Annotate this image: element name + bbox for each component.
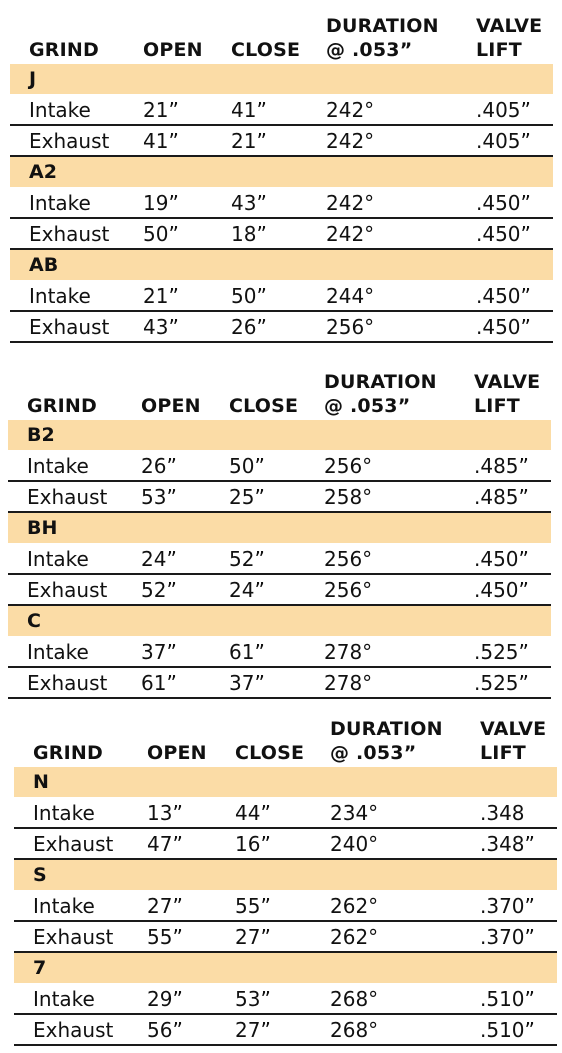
grind-band: N bbox=[14, 767, 557, 797]
row-label: Intake bbox=[33, 894, 95, 918]
row-open: 37” bbox=[141, 640, 177, 664]
row-close: 21” bbox=[231, 129, 267, 153]
row-open: 21” bbox=[143, 284, 179, 308]
table-row bbox=[10, 219, 553, 250]
header-duration-checkpoint: @ .053” bbox=[326, 39, 413, 61]
row-open: 13” bbox=[147, 801, 183, 825]
row-close: 27” bbox=[235, 1018, 271, 1042]
header-open: OPEN bbox=[147, 742, 207, 764]
header-lift: LIFT bbox=[480, 742, 526, 764]
row-duration: 278° bbox=[324, 671, 373, 695]
cam-spec-table bbox=[8, 368, 551, 698]
cam-spec-table bbox=[14, 715, 557, 1045]
row-lift: .405” bbox=[476, 129, 531, 153]
row-open: 26” bbox=[141, 454, 177, 478]
row-open: 43” bbox=[143, 315, 179, 339]
row-lift: .525” bbox=[474, 671, 529, 695]
row-duration: 256° bbox=[326, 315, 375, 339]
row-lift: .348 bbox=[480, 801, 525, 825]
row-duration: 242° bbox=[326, 98, 375, 122]
row-label: Exhaust bbox=[33, 1018, 114, 1042]
grind-band: A2 bbox=[10, 157, 553, 187]
header-close: CLOSE bbox=[235, 742, 305, 764]
row-duration: 234° bbox=[330, 801, 379, 825]
row-close: 27” bbox=[235, 925, 271, 949]
row-lift: .405” bbox=[476, 98, 531, 122]
row-open: 61” bbox=[141, 671, 177, 695]
table-row bbox=[14, 984, 557, 1015]
row-lift: .510” bbox=[480, 987, 535, 1011]
row-label: Intake bbox=[33, 987, 95, 1011]
table-row bbox=[8, 451, 551, 482]
row-duration: 256° bbox=[324, 547, 373, 571]
row-close: 18” bbox=[231, 222, 267, 246]
header-duration: DURATION bbox=[330, 718, 443, 740]
row-duration: 240° bbox=[330, 832, 379, 856]
row-lift: .450” bbox=[474, 547, 529, 571]
row-open: 19” bbox=[143, 191, 179, 215]
row-lift: .525” bbox=[474, 640, 529, 664]
header-grind: GRIND bbox=[29, 39, 99, 61]
table-row bbox=[14, 1015, 557, 1046]
row-label: Intake bbox=[27, 454, 89, 478]
row-close: 43” bbox=[231, 191, 267, 215]
row-lift: .450” bbox=[474, 578, 529, 602]
row-open: 50” bbox=[143, 222, 179, 246]
row-duration: 256° bbox=[324, 454, 373, 478]
row-open: 53” bbox=[141, 485, 177, 509]
table-header bbox=[10, 12, 553, 62]
row-duration: 242° bbox=[326, 222, 375, 246]
row-open: 47” bbox=[147, 832, 183, 856]
header-duration: DURATION bbox=[326, 15, 439, 37]
row-close: 26” bbox=[231, 315, 267, 339]
grind-band: B2 bbox=[8, 420, 551, 450]
table-row bbox=[8, 544, 551, 575]
table-row bbox=[10, 95, 553, 126]
row-open: 56” bbox=[147, 1018, 183, 1042]
row-label: Exhaust bbox=[29, 222, 110, 246]
row-duration: 242° bbox=[326, 191, 375, 215]
row-open: 21” bbox=[143, 98, 179, 122]
row-open: 41” bbox=[143, 129, 179, 153]
row-duration: 256° bbox=[324, 578, 373, 602]
row-open: 27” bbox=[147, 894, 183, 918]
header-grind: GRIND bbox=[27, 395, 97, 417]
row-close: 52” bbox=[229, 547, 265, 571]
grind-band: S bbox=[14, 860, 557, 890]
row-label: Exhaust bbox=[27, 578, 108, 602]
grind-band: BH bbox=[8, 513, 551, 543]
table-row bbox=[10, 188, 553, 219]
header-lift: LIFT bbox=[476, 39, 522, 61]
row-open: 55” bbox=[147, 925, 183, 949]
row-label: Exhaust bbox=[27, 485, 108, 509]
row-lift: .485” bbox=[474, 454, 529, 478]
row-close: 16” bbox=[235, 832, 271, 856]
table-row bbox=[10, 126, 553, 157]
table-row bbox=[8, 482, 551, 513]
grind-band: J bbox=[10, 64, 553, 94]
header-valve: VALVE bbox=[476, 15, 543, 37]
table-row bbox=[10, 281, 553, 312]
row-close: 25” bbox=[229, 485, 265, 509]
row-lift: .370” bbox=[480, 925, 535, 949]
header-valve: VALVE bbox=[474, 371, 541, 393]
grind-band: C bbox=[8, 606, 551, 636]
table-header bbox=[14, 715, 557, 765]
row-lift: .370” bbox=[480, 894, 535, 918]
header-close: CLOSE bbox=[231, 39, 301, 61]
table-row bbox=[14, 922, 557, 953]
row-lift: .348” bbox=[480, 832, 535, 856]
row-lift: .450” bbox=[476, 222, 531, 246]
row-label: Exhaust bbox=[29, 315, 110, 339]
table-header bbox=[8, 368, 551, 418]
header-open: OPEN bbox=[141, 395, 201, 417]
row-lift: .450” bbox=[476, 284, 531, 308]
row-close: 61” bbox=[229, 640, 265, 664]
row-duration: 258° bbox=[324, 485, 373, 509]
row-close: 50” bbox=[231, 284, 267, 308]
row-duration: 268° bbox=[330, 987, 379, 1011]
table-row bbox=[8, 575, 551, 606]
grind-band: 7 bbox=[14, 953, 557, 983]
header-lift: LIFT bbox=[474, 395, 520, 417]
row-label: Exhaust bbox=[33, 832, 114, 856]
row-close: 55” bbox=[235, 894, 271, 918]
row-label: Intake bbox=[27, 640, 89, 664]
row-lift: .485” bbox=[474, 485, 529, 509]
row-close: 41” bbox=[231, 98, 267, 122]
grind-band: AB bbox=[10, 250, 553, 280]
header-duration: DURATION bbox=[324, 371, 437, 393]
row-duration: 278° bbox=[324, 640, 373, 664]
table-row bbox=[10, 312, 553, 343]
cam-spec-table bbox=[10, 12, 553, 342]
row-close: 24” bbox=[229, 578, 265, 602]
row-duration: 242° bbox=[326, 129, 375, 153]
row-duration: 244° bbox=[326, 284, 375, 308]
row-label: Intake bbox=[33, 801, 95, 825]
header-close: CLOSE bbox=[229, 395, 299, 417]
row-close: 44” bbox=[235, 801, 271, 825]
row-duration: 262° bbox=[330, 925, 379, 949]
row-close: 50” bbox=[229, 454, 265, 478]
header-grind: GRIND bbox=[33, 742, 103, 764]
row-label: Intake bbox=[29, 191, 91, 215]
row-close: 37” bbox=[229, 671, 265, 695]
row-label: Intake bbox=[29, 284, 91, 308]
table-row bbox=[14, 829, 557, 860]
header-duration-checkpoint: @ .053” bbox=[324, 395, 411, 417]
table-row bbox=[14, 798, 557, 829]
row-lift: .450” bbox=[476, 315, 531, 339]
row-lift: .450” bbox=[476, 191, 531, 215]
row-label: Intake bbox=[29, 98, 91, 122]
table-row bbox=[14, 891, 557, 922]
row-open: 52” bbox=[141, 578, 177, 602]
table-row bbox=[8, 637, 551, 668]
table-row bbox=[8, 668, 551, 699]
header-duration-checkpoint: @ .053” bbox=[330, 742, 417, 764]
row-label: Exhaust bbox=[29, 129, 110, 153]
row-close: 53” bbox=[235, 987, 271, 1011]
header-open: OPEN bbox=[143, 39, 203, 61]
row-label: Exhaust bbox=[27, 671, 108, 695]
header-valve: VALVE bbox=[480, 718, 547, 740]
row-duration: 262° bbox=[330, 894, 379, 918]
row-duration: 268° bbox=[330, 1018, 379, 1042]
row-label: Exhaust bbox=[33, 925, 114, 949]
row-open: 29” bbox=[147, 987, 183, 1011]
row-lift: .510” bbox=[480, 1018, 535, 1042]
row-label: Intake bbox=[27, 547, 89, 571]
row-open: 24” bbox=[141, 547, 177, 571]
